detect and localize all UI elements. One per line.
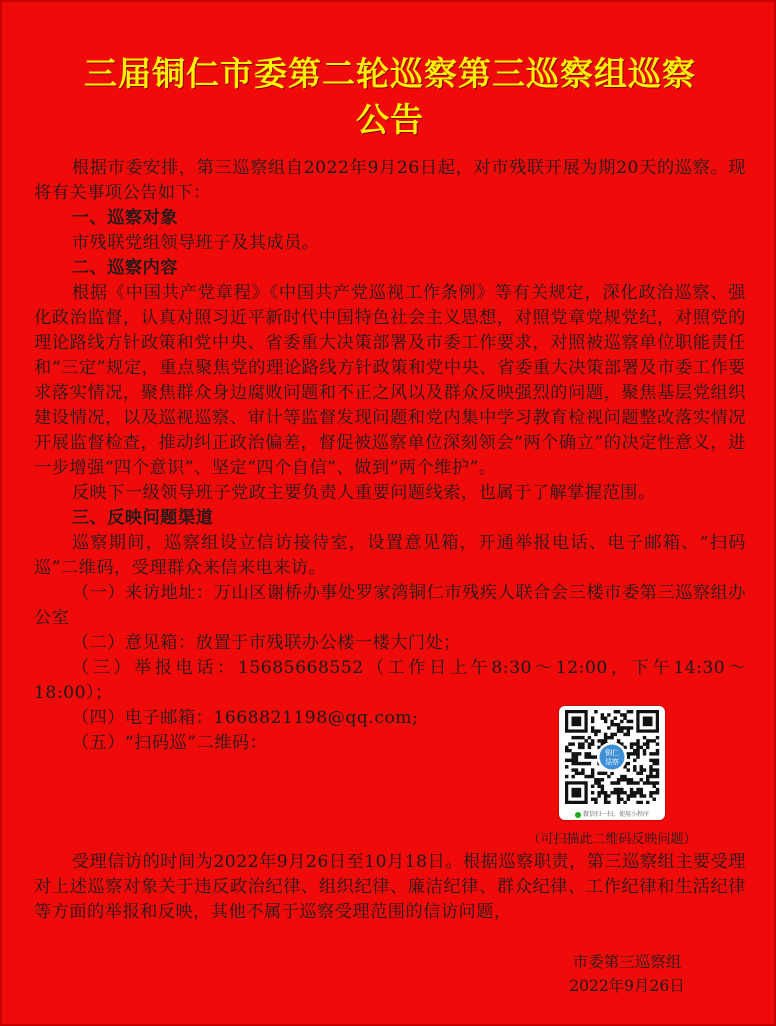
section-3-text: 巡察期间，巡察组设立信访接待室，设置意见箱，开通举报电话、电子邮箱、“扫码巡”二维码，受理群众来信来电来访。 — [34, 533, 746, 578]
section-3-heading: 三、反映问题渠道 — [71, 508, 214, 528]
section-1-text: 市残联党组领导班子及其成员。 — [71, 233, 320, 253]
qr-footer — [559, 809, 665, 818]
section-2-text: 根据《中国共产党章程》《中国共产党巡视工作条例》等有关规定，深化政治巡察、强化政治监督，认真对照习近平新时代中国特色社会主义思想，对照党章党规党纪，对照党的理论路线方针政策和党中央、省委重大决策部署及市委工作要求，对照被巡察单位职能责任和“三定”规定，重点聚焦党的理论路线方针政策和党中央、省委重大决策部署及市委工作要求落实情况，聚焦群众身边腐败问题和不正之风以及群众反映强烈的问题，聚焦基层党组织建设情况，以及巡视巡察、审计等监督发现问题和党内集中学习教育检视问题整改落实情况开展监督检查，推动纠正政治偏差，督促被巡察单位深刻领会“两个确立”的决定性意义，进一步增强“四个意识”、坚定“四个自信”、做到“两个维护”。 — [34, 283, 746, 478]
channel-item-qrcode: （五）“扫码巡”二维码： — [71, 733, 268, 753]
wechat-icon — [575, 812, 581, 818]
page-title-line-1: 三届铜仁市委第二轮巡察第三巡察组巡察 — [84, 54, 696, 93]
signature-date: 2022年9月26日 — [569, 977, 685, 995]
wechat-mini-program-qr-code[interactable] — [559, 706, 665, 820]
section-2-heading: 二、巡察内容 — [71, 258, 178, 278]
signature-org: 市委第三巡察组 — [572, 953, 682, 971]
qr-caption: （可扫描此二维码反映问题） — [527, 832, 697, 847]
qr-center-label-2: 巡察 — [605, 758, 619, 766]
upper-body — [34, 156, 746, 756]
channel-item-phone: （三）举报电话：15685668552（工作日上午8:30～12:00，下午14:30～18:00）； — [34, 658, 746, 703]
section-1-heading: 一、巡察对象 — [71, 208, 178, 228]
channel-item-address: （一）来访地址：万山区谢桥办事处罗家湾铜仁市残疾人联合会三楼市委第三巡察组办公室 — [34, 583, 746, 628]
qr-code-icon — [563, 710, 661, 804]
channel-item-email: （四）电子邮箱：1668821198@qq.com; — [71, 708, 419, 728]
qr-footer-text: 微信扫一扫，使用小程序 — [582, 811, 649, 818]
page-title-line-2: 公告 — [356, 100, 424, 139]
closing-paragraph: 受理信访的时间为2022年9月26日至10月18日。根据巡察职责，第三巡察组主要受理对上述巡察对象关于违反政治纪律、组织纪律、廉洁纪律、群众纪律、工作纪律和生活纪律等方面的举报和反映，其他不属于巡察受理范围的信访问题， — [34, 852, 746, 922]
closing-body — [34, 850, 746, 925]
qr-center-label-1: 铜仁 — [605, 749, 619, 757]
intro-paragraph: 根据市委安排，第三巡察组自2022年9月26日起，对市残联开展为期20天的巡察。现将有关事项公告如下： — [34, 158, 746, 203]
section-2-text-2: 反映下一级领导班子党政主要负责人重要问题线索，也属于了解掌握范围。 — [71, 483, 656, 503]
channel-item-mailbox: （二）意见箱：放置于市残联办公楼一楼大门处； — [71, 633, 461, 653]
